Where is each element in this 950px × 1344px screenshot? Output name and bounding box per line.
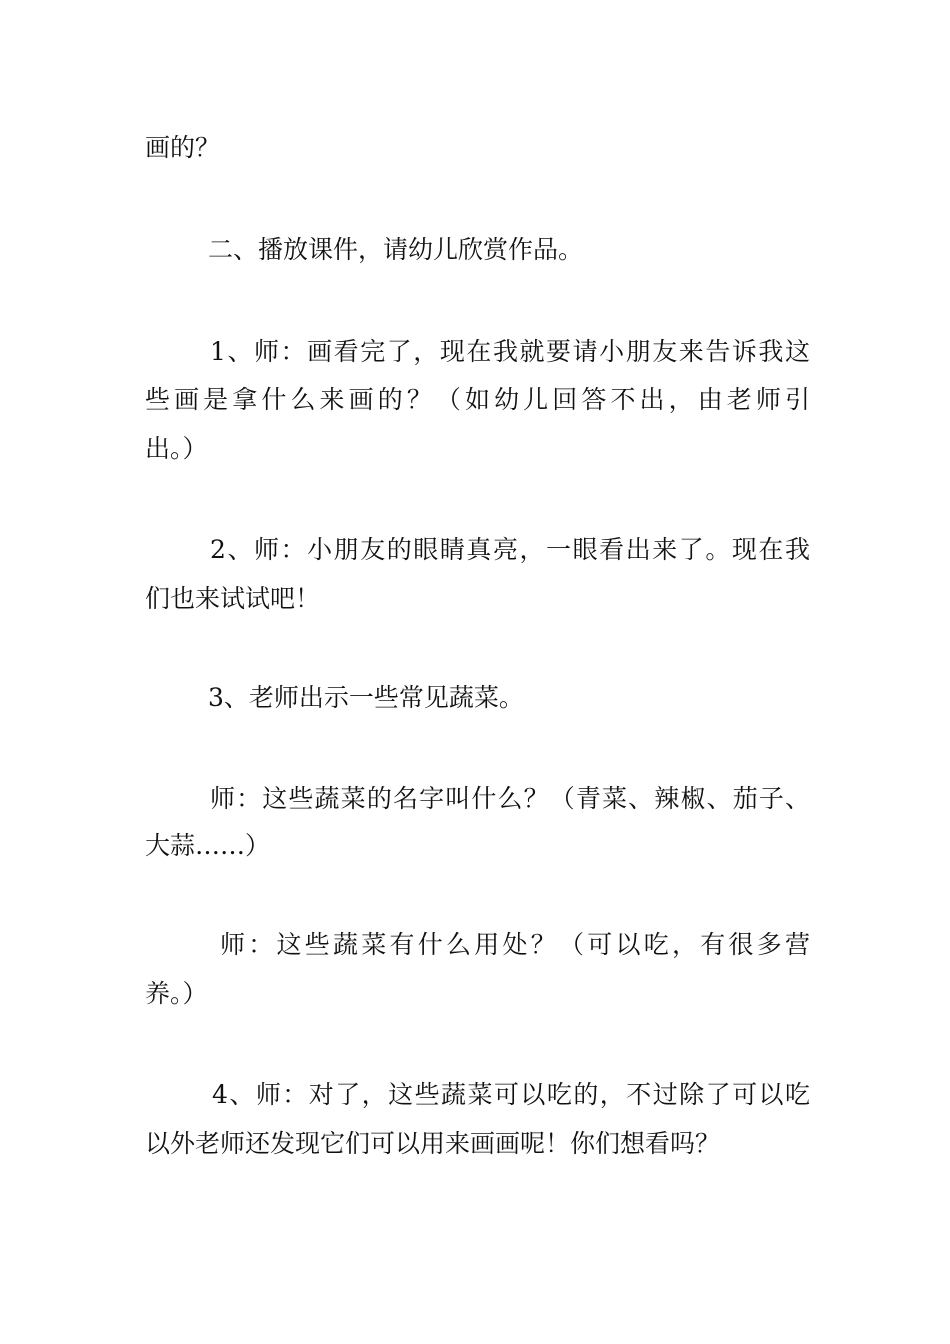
paragraph-line: 以外老师还发现它们可以用来画画呢！你们想看吗？ — [145, 1129, 721, 1158]
paragraph-line: 养。） — [145, 979, 208, 1008]
paragraph-line: 2、师：小朋友的眼睛真亮，一眼看出来了。现在我 — [210, 535, 810, 564]
paragraph-line: 1、师：画看完了，现在我就要请小朋友来告诉我这 — [210, 337, 810, 366]
paragraph-line: 大蒜……） — [145, 831, 271, 860]
paragraph-line: 师：这些蔬菜有什么用处？（可以吃，有很多营 — [220, 930, 810, 959]
section-heading: 二、播放课件，请幼儿欣赏作品。 — [208, 235, 584, 264]
paragraph-line: 画的？ — [145, 133, 221, 162]
paragraph-line: 些画是拿什么来画的？（如幼儿回答不出，由老师引 — [145, 385, 810, 414]
paragraph-line: 3、老师出示一些常见蔬菜。 — [208, 683, 524, 712]
paragraph-line: 们也来试试吧！ — [145, 584, 321, 613]
paragraph-line: 4、师：对了，这些蔬菜可以吃的，不过除了可以吃 — [212, 1080, 810, 1109]
paragraph-line: 出。） — [145, 434, 208, 463]
paragraph-line: 师：这些蔬菜的名字叫什么？（青菜、辣椒、茄子、 — [210, 784, 810, 813]
